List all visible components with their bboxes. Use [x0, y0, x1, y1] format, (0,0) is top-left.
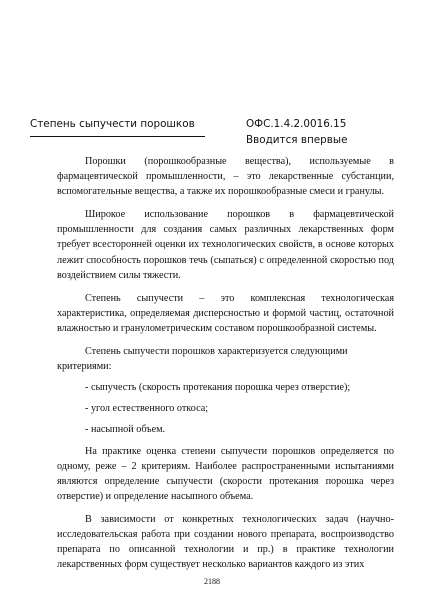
document-code-block — [246, 116, 396, 148]
criteria-item: - угол естественного откоса; — [85, 403, 209, 415]
document-title: Степень сыпучести порошков — [30, 118, 195, 130]
paragraph: На практике оценка степени сыпучести порошков определяется по одному, реже – 2 критериям. Наиболее распространенными испытаниями являются определение сыпучести (скорости протекания порошка через отверстие) и определение насыпного объема. — [57, 445, 394, 502]
document-code: ОФС.1.4.2.0016.15 — [246, 118, 347, 130]
paragraph: Степень сыпучести – это комплексная технологическая характеристика, определяемая дисперсностью и формой частиц, остаточной влажностью и гранулометрическим составом порошкообразной системы. — [57, 292, 394, 334]
paragraph: Широкое использование порошков в фармацевтической промышленности для создания самых различных лекарственных форм требует всесторонней оценки их технологических свойств, в основе которых лежит способность порошков течь (сыпаться) с определенной скоростью под воздействием силы тяжести. — [57, 209, 394, 281]
criteria-intro: Степень сыпучести порошков характеризуется следующими критериями: — [57, 346, 348, 373]
paragraph: Порошки (порошкообразные вещества), используемые в фармацевтической промышленности, – это лекарственные субстанции, вспомогательные вещества, а также их порошкообразные смеси и гранулы. — [57, 156, 394, 198]
criteria-item: - сыпучесть (скорость протекания порошка через отверстие); — [85, 382, 351, 394]
page-number: 2188 — [204, 577, 220, 586]
header-underline — [30, 136, 205, 137]
document-status-note: Вводится впервые — [246, 134, 348, 146]
document-body — [57, 154, 394, 580]
paragraph: В зависимости от конкретных технологических задач (научно-исследовательская работа при создании нового препарата, воспроизводство препарата по описанной технологии и пр.) в практике технологии лекарственных форм существует несколько вариантов каждого из этих — [57, 513, 394, 571]
criteria-item: - насыпной объем. — [85, 424, 166, 436]
